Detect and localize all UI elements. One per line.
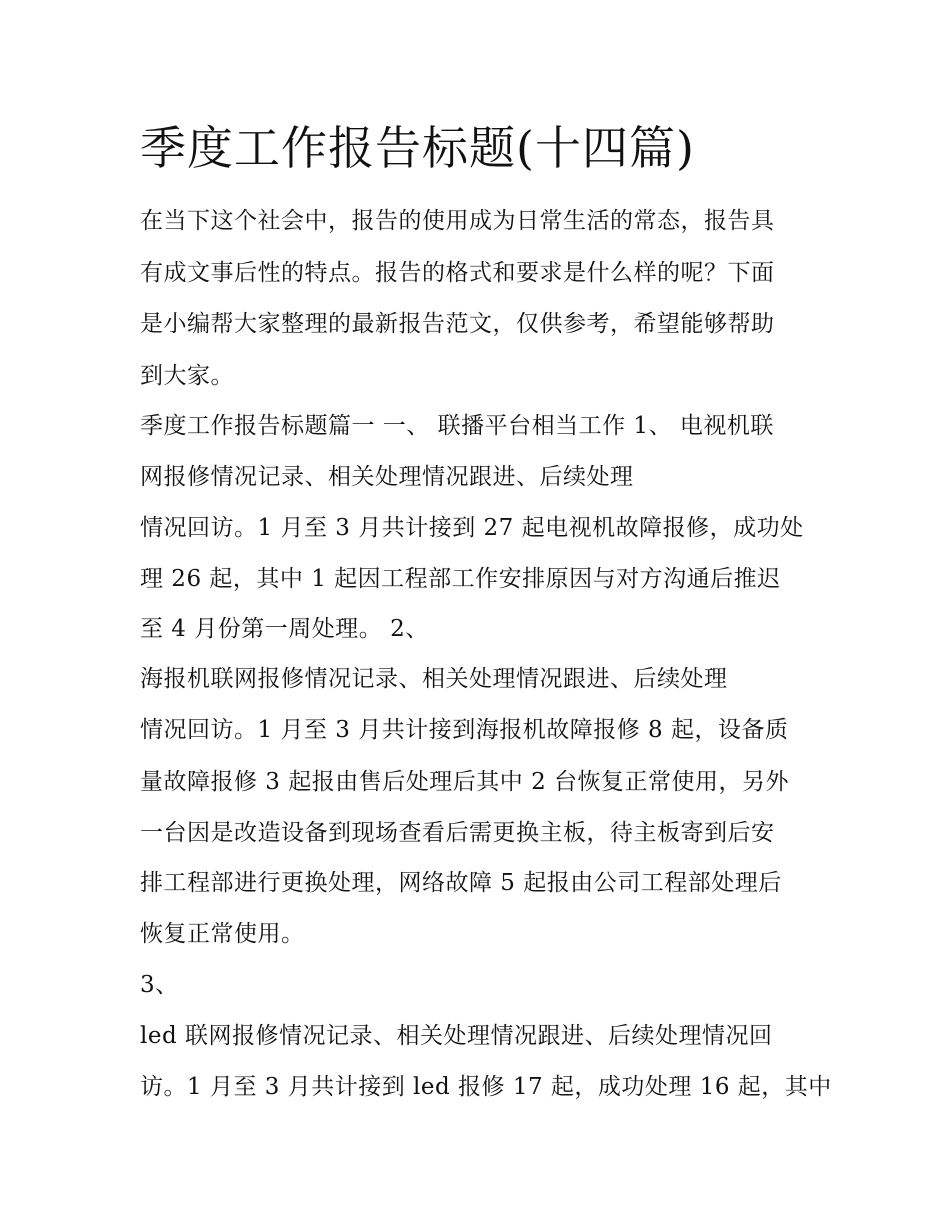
body-line-9: 至 4 月份第一周处理。 2、 [140,616,429,642]
document-title: 季度工作报告标题(十四篇) [140,121,695,175]
body-line-4: 到大家。 [140,363,234,389]
body-line-6: 网报修情况记录、相关处理情况跟进、后续处理 [140,464,634,490]
body-line-3: 是小编帮大家整理的最新报告范文，仅供参考，希望能够帮助 [140,311,775,337]
body-line-15: 恢复正常使用。 [140,921,305,947]
body-line-17: led 联网报修情况记录、相关处理情况跟进、后续处理情况回 [140,1023,773,1049]
body-line-10: 海报机联网报修情况记录、相关处理情况跟进、后续处理 [140,666,728,692]
body-line-16: 3、 [140,972,179,998]
body-line-8: 理 26 起，其中 1 起因工程部工作安排原因与对方沟通后推迟 [140,566,781,592]
body-line-12: 量故障报修 3 起报由售后处理后其中 2 台恢复正常使用，另外 [140,769,790,795]
body-line-7: 情况回访。1 月至 3 月共计接到 27 起电视机故障报修，成功处 [140,515,804,541]
body-line-2: 有成文事后性的特点。报告的格式和要求是什么样的呢？下面 [140,260,775,286]
body-line-11: 情况回访。1 月至 3 月共计接到海报机故障报修 8 起，设备质 [140,717,789,743]
body-line-18: 访。1 月至 3 月共计接到 led 报修 17 起，成功处理 16 起，其中 [140,1074,832,1100]
body-line-5: 季度工作报告标题篇一 一、 联播平台相当工作 1、 电视机联 [140,413,774,439]
body-line-1: 在当下这个社会中，报告的使用成为日常生活的常态，报告具 [140,208,775,234]
body-line-14: 排工程部进行更换处理，网络故障 5 起报由公司工程部处理后 [140,870,782,896]
body-line-13: 一台因是改造设备到现场查看后需更换主板，待主板寄到后安 [140,820,775,846]
